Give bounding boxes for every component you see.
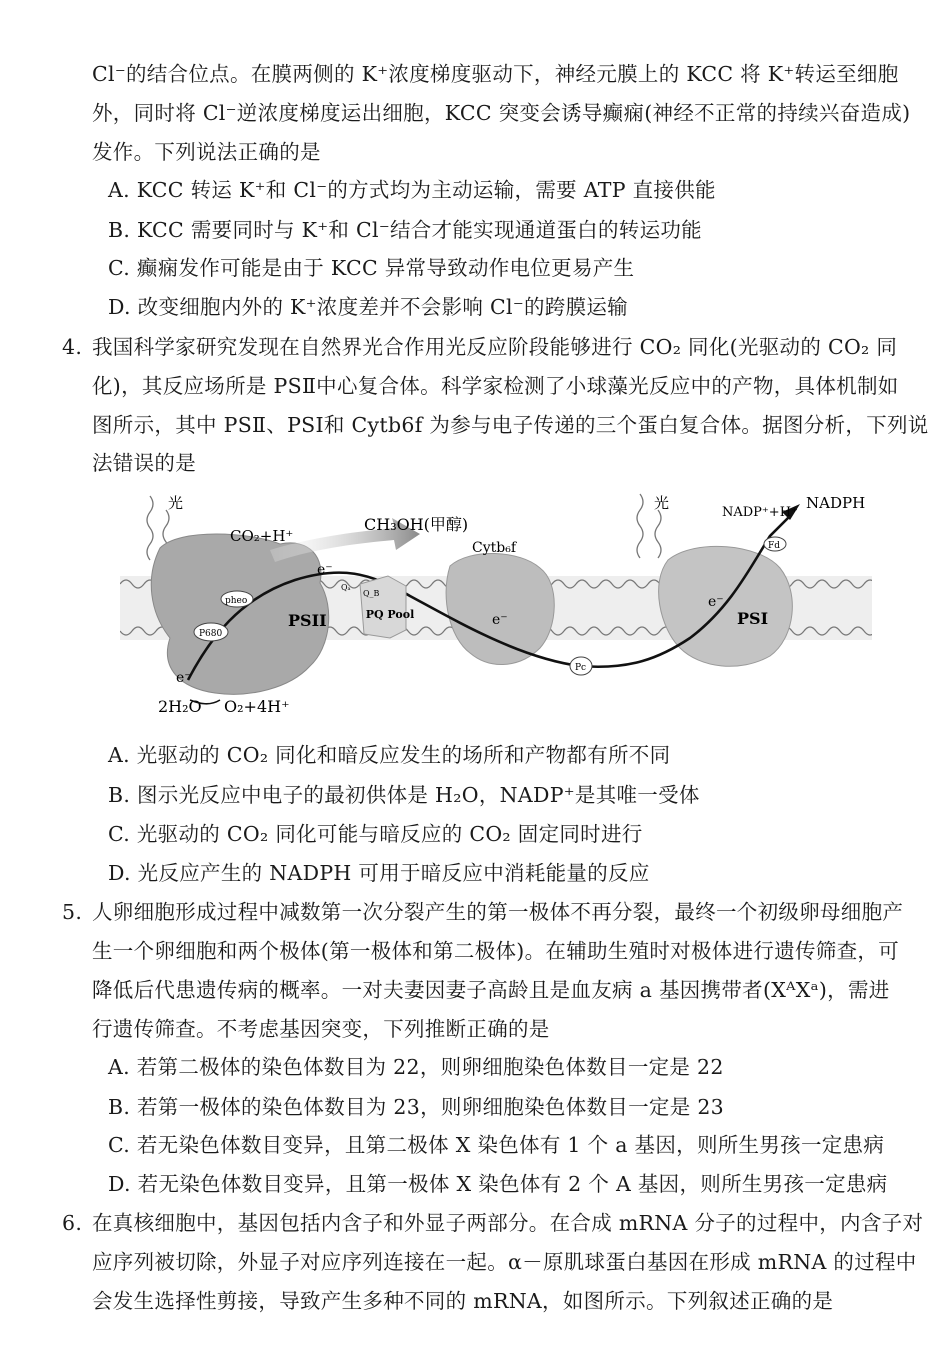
q5-number: 5. <box>62 900 83 924</box>
light-wave-right <box>637 494 643 558</box>
photosynthesis-diagram <box>120 488 872 722</box>
pheo-label: pheo <box>225 596 248 606</box>
pc-label: Pc <box>575 663 587 673</box>
q6-stem-line-3: 会发生选择性剪接，导致产生多种不同的 mRNA，如图所示。下列叙述正确的是 <box>92 1289 834 1313</box>
q5-option-d: D. 若无染色体数目变异，且第一极体 X 染色体有 2 个 A 基因，则所生男孩一定患病 <box>108 1172 888 1196</box>
electron-label-2: e⁻ <box>492 612 508 628</box>
q4-number: 4. <box>62 335 83 359</box>
q4-stem-line-3: 图所示，其中 PSⅡ、PSⅠ和 Cytb6f 为参与电子传递的三个蛋白复合体。据图分析，下列说 <box>92 413 929 437</box>
electron-label-4: e⁻ <box>176 670 192 686</box>
q3-stem-line-1: Cl⁻的结合位点。在膜两侧的 K⁺浓度梯度驱动下，神经元膜上的 KCC 将 K⁺转运至细胞 <box>92 62 899 86</box>
fd-label: Fd <box>768 541 781 551</box>
q4-option-c: C. 光驱动的 CO₂ 同化可能与暗反应的 CO₂ 固定同时进行 <box>108 822 643 846</box>
pq-pool-box <box>360 576 406 638</box>
q4-stem-line-4: 法错误的是 <box>92 451 196 475</box>
q6-stem-line-2: 应序列被切除，外显子对应序列连接在一起。α－原肌球蛋白基因在形成 mRNA 的过程中 <box>92 1250 917 1274</box>
q5-stem-line-3: 降低后代患遗传病的概率。一对夫妻因妻子高龄且是血友病 a 基因携带者(XᴬXᵃ)，需进 <box>92 978 890 1002</box>
q3-option-a: A. KCC 转运 K⁺和 Cl⁻的方式均为主动运输，需要 ATP 直接供能 <box>108 178 716 202</box>
nadp-label: NADP⁺+H⁺ <box>722 505 798 520</box>
q5-stem-line-1: 人卵细胞形成过程中减数第一次分裂产生的第一极体不再分裂，最终一个初级卵母细胞产 <box>92 900 904 924</box>
psi-complex <box>659 546 793 666</box>
q3-stem-line-3: 发作。下列说法正确的是 <box>92 140 321 164</box>
light-label-right: 光 <box>654 494 670 512</box>
q4-option-a: A. 光驱动的 CO₂ 同化和暗反应发生的场所和产物都有所不同 <box>108 743 671 767</box>
q3-option-b: B. KCC 需要同时与 K⁺和 Cl⁻结合才能实现通道蛋白的转运功能 <box>108 218 702 242</box>
q5-option-a: A. 若第二极体的染色体数目为 22，则卵细胞染色体数目一定是 22 <box>108 1055 724 1079</box>
cytb6f-label: Cytb₆f <box>472 540 517 556</box>
psi-label: PSI <box>737 609 769 628</box>
q4-option-b: B. 图示光反应中电子的最初供体是 H₂O，NADP⁺是其唯一受体 <box>108 783 700 807</box>
q4-stem-line-2: 化)，其反应场所是 PSⅡ中心复合体。科学家检测了小球藻光反应中的产物，具体机制如 <box>92 374 899 398</box>
q6-number: 6. <box>62 1211 83 1235</box>
light-wave-left <box>147 496 153 560</box>
q3-option-d: D. 改变细胞内外的 K⁺浓度差并不会影响 Cl⁻的跨膜运输 <box>108 295 628 319</box>
light-label-left: 光 <box>168 494 184 512</box>
q3-option-c: C. 癫痫发作可能是由于 KCC 异常导致动作电位更易产生 <box>108 256 635 280</box>
electron-label-1: e⁻ <box>317 562 333 578</box>
co2-label: CO₂+H⁺ <box>230 527 294 545</box>
q6-stem-line-1: 在真核细胞中，基因包括内含子和外显子两部分。在合成 mRNA 分子的过程中，内含子对 <box>92 1211 924 1235</box>
q5-option-c: C. 若无染色体数目变异，且第二极体 X 染色体有 1 个 a 基因，则所生男孩一定患病 <box>108 1133 885 1157</box>
cytb6f-complex <box>446 553 554 664</box>
qb-label: Q_B <box>363 589 380 598</box>
psii-label: PSII <box>288 611 327 630</box>
oxygen-label: O₂+4H⁺ <box>224 697 290 716</box>
electron-label-3: e⁻ <box>708 594 724 610</box>
p680-label: P680 <box>199 629 223 639</box>
q5-stem-line-4: 行遗传筛查。不考虑基因突变，下列推断正确的是 <box>92 1017 550 1041</box>
light-wave-right-2 <box>655 510 661 558</box>
q4-stem-line-1: 我国科学家研究发现在自然界光合作用光反应阶段能够进行 CO₂ 同化(光驱动的 CO₂ 同 <box>92 335 898 359</box>
qa-label: Qₐ <box>341 583 351 592</box>
q3-stem-line-2: 外，同时将 Cl⁻逆浓度梯度运出细胞，KCC 突变会诱导癫痫(神经不正常的持续兴奋造成) <box>92 101 911 125</box>
nadph-label: NADPH <box>806 494 866 512</box>
q4-option-d: D. 光反应产生的 NADPH 可用于暗反应中消耗能量的反应 <box>108 861 650 885</box>
water-label: 2H₂O <box>158 697 202 716</box>
q5-option-b: B. 若第一极体的染色体数目为 23，则卵细胞染色体数目一定是 23 <box>108 1095 724 1119</box>
methanol-label: CH₃OH(甲醇) <box>364 515 469 534</box>
pq-pool-label: PQ Pool <box>365 608 415 621</box>
q5-stem-line-2: 生一个卵细胞和两个极体(第一极体和第二极体)。在辅助生殖时对极体进行遗传筛查，可 <box>92 939 899 963</box>
